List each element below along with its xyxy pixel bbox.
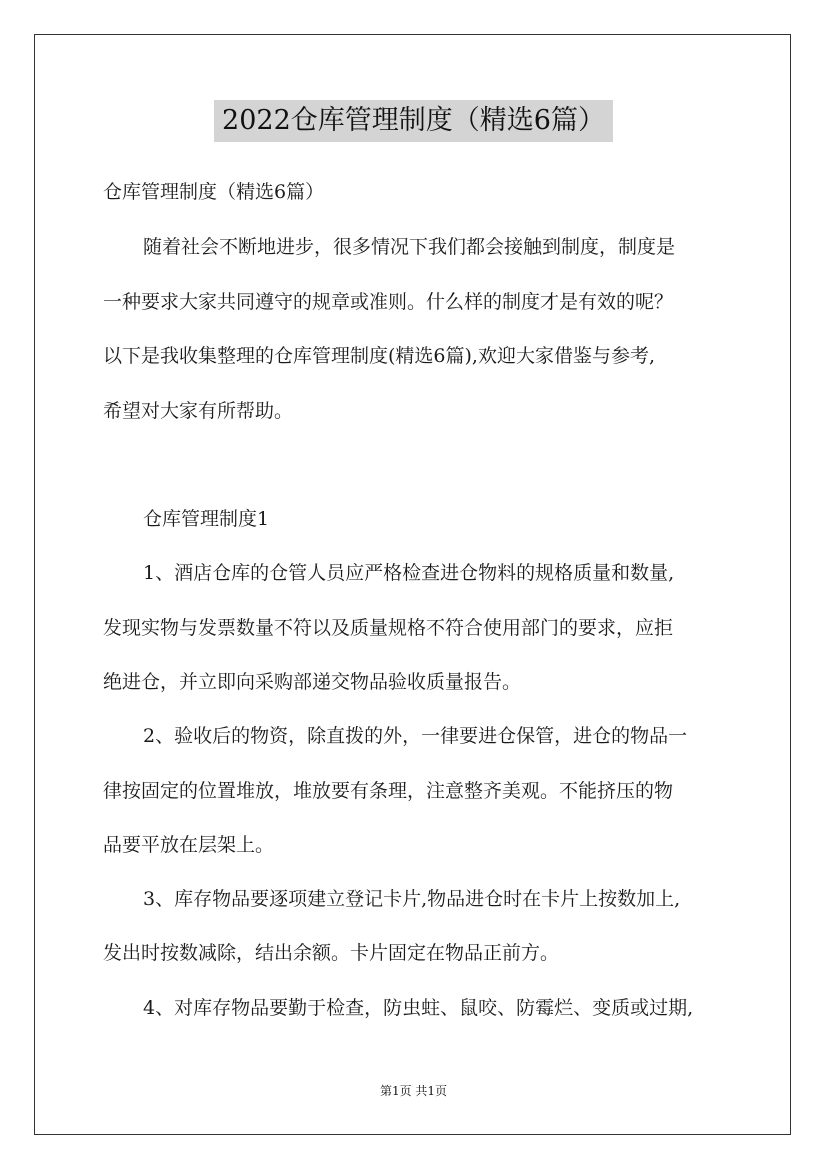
paragraph-line: 随着社会不断地进步，很多情况下我们都会接触到制度，制度是 (143, 236, 676, 258)
paragraph-line: 品要平放在层架上。 (103, 834, 275, 856)
page-footer: 第1页 共1页 (379, 1084, 448, 1098)
paragraph-line: 3、库存物品要逐项建立登记卡片,物品进仓时在卡片上按数加上, (143, 888, 681, 910)
section-heading: 仓库管理制度1 (143, 508, 270, 530)
paragraph-line: 以下是我收集整理的仓库管理制度(精选6篇),欢迎大家借鉴与参考, (103, 345, 655, 367)
paragraph-line: 1、酒店仓库的仓管人员应严格检查进仓物料的规格质量和数量, (143, 562, 675, 584)
paragraph-line: 4、对库存物品要勤于检查，防虫蛀、鼠咬、防霉烂、变质或过期, (143, 997, 694, 1019)
paragraph-line: 发出时按数减除，结出余额。卡片固定在物品正前方。 (103, 942, 560, 964)
paragraph-line: 发现实物与发票数量不符以及质量规格不符合使用部门的要求，应拒 (103, 617, 674, 639)
paragraph-line: 2、验收后的物资，除直拨的外，一律要进仓保管，进仓的物品一 (143, 725, 688, 747)
paragraph-line: 绝进仓，并立即向采购部递交物品验收质量报告。 (103, 671, 522, 693)
paragraph-line: 律按固定的位置堆放，堆放要有条理，注意整齐美观。不能挤压的物 (103, 780, 674, 802)
document-title: 2022仓库管理制度（精选6篇） (214, 100, 613, 142)
subtitle-line: 仓库管理制度（精选6篇） (103, 181, 325, 203)
paragraph-line: 一种要求大家共同遵守的规章或准则。什么样的制度才是有效的呢？ (103, 291, 674, 313)
paragraph-line: 希望对大家有所帮助。 (103, 400, 294, 422)
title-container (0, 100, 827, 142)
